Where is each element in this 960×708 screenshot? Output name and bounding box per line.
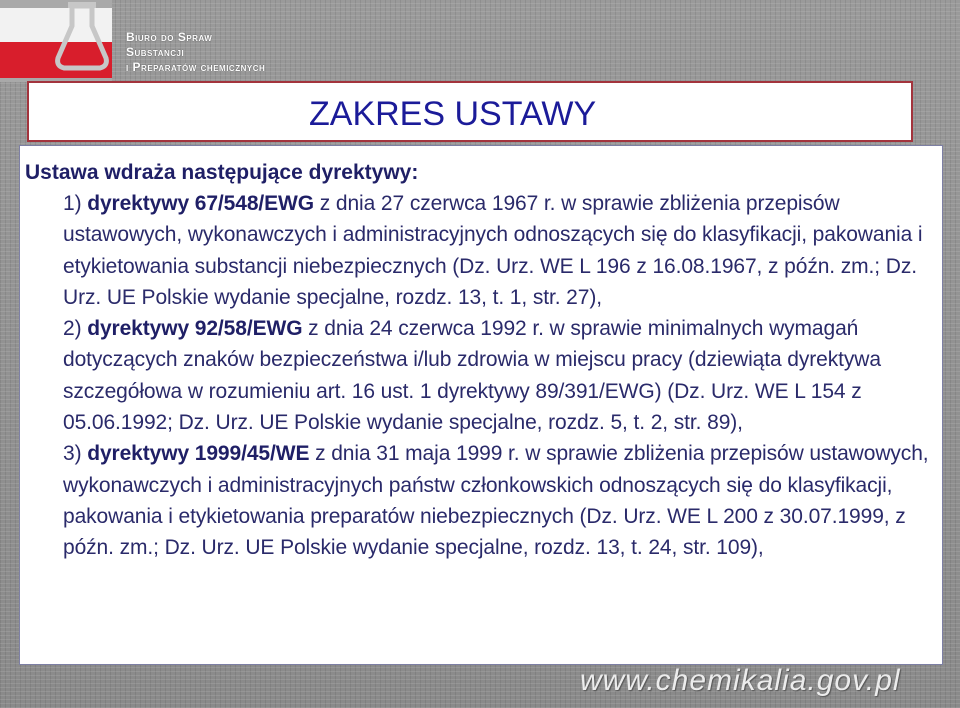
organization-name xyxy=(126,30,265,75)
content-box xyxy=(19,145,943,665)
list-item xyxy=(63,188,942,313)
directive-name: dyrektywy 67/548/EWG xyxy=(87,192,315,215)
list-item xyxy=(63,313,942,438)
flag-flask-logo xyxy=(0,0,112,82)
item-number: 2) xyxy=(63,317,88,341)
header xyxy=(0,0,960,90)
org-line-3: i Preparatów chemicznych xyxy=(126,60,266,74)
title-box xyxy=(27,81,913,142)
org-line-1: Biuro do Spraw xyxy=(126,30,213,44)
list-item xyxy=(63,438,942,563)
item-number: 1) xyxy=(63,192,88,215)
item-text: z dnia 31 maja 1999 r. w sprawie zbliżenia przepisów ustawowych, wykonawczych i administracyjnych państw członkowskich odnoszących się do klasyfikacji, pakowania i etykietowania preparatów niebezpiecznych (Dz. Urz. WE L 200 z 30.07.1999, z późn. zm.; Dz. Urz. UE Polskie wydanie specjalne, rozdz. 13, t. 24, str. 109), xyxy=(63,442,929,560)
directive-name: dyrektywy 1999/45/WE xyxy=(87,442,310,466)
item-text: z dnia 24 czerwca 1992 r. w sprawie minimalnych wymagań dotyczących znaków bezpieczeństwa i/lub zdrowia w miejscu pracy (dziewiąta dyrektywa szczegółowa w rozumieniu art. 16 ust. 1 dyrektywy 89/391/EWG) (Dz. Urz. WE L 154 z 05.06.1992; Dz. Urz. UE Polskie wydanie specjalne, rozdz. 5, t. 2, str. 89), xyxy=(63,317,881,435)
slide-title: ZAKRES USTAWY xyxy=(309,95,597,133)
item-number: 3) xyxy=(63,442,88,466)
website-url: www.chemikalia.gov.pl xyxy=(580,664,901,697)
item-text: z dnia 27 czerwca 1967 r. w sprawie zbliżenia przepisów ustawowych, wykonawczych i administracyjnych odnoszących się do klasyfikacji, pakowania i etykietowania substancji niebezpiecznych (Dz. Urz. WE L 196 z 16.08.1967, z późn. zm.; Dz. Urz. UE Polskie wydanie specjalne, rozdz. 13, t. 1, str. 27), xyxy=(63,192,923,309)
directive-name: dyrektywy 92/58/EWG xyxy=(87,317,303,341)
org-line-2: Substancji xyxy=(126,45,185,59)
directive-list xyxy=(25,188,942,564)
lead-text: Ustawa wdraża następujące dyrektywy: xyxy=(25,161,419,184)
